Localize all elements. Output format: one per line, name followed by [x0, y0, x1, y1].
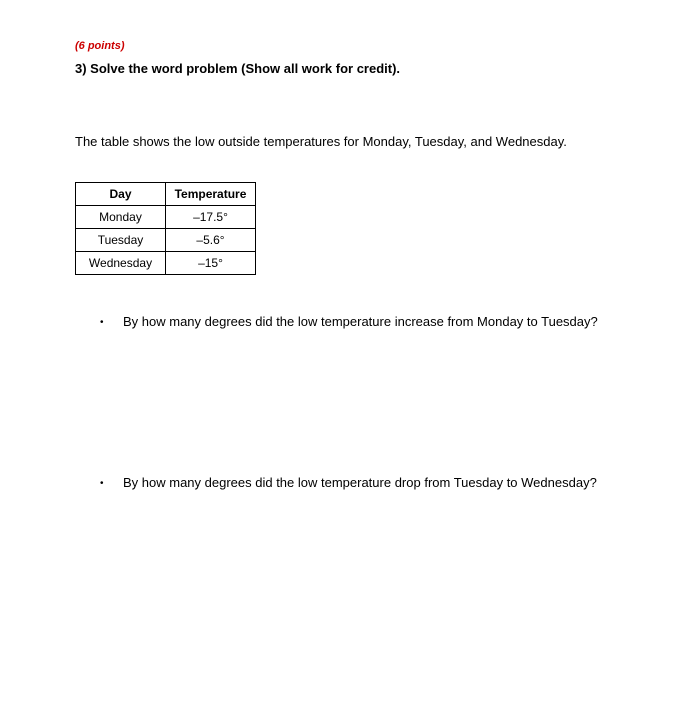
column-header-day: Day	[76, 183, 166, 206]
temperature-cell: –15°	[166, 252, 256, 275]
table-row	[76, 229, 256, 252]
bullet-icon: •	[100, 478, 104, 489]
points-label: (6 points)	[75, 40, 125, 52]
temperature-table	[75, 182, 256, 275]
day-cell: Wednesday	[76, 252, 166, 275]
question-title: 3) Solve the word problem (Show all work for credit).	[75, 61, 401, 76]
column-header-temperature: Temperature	[166, 183, 256, 206]
bullet-icon: •	[100, 317, 104, 328]
question-text: By how many degrees did the low temperature drop from Tuesday to Wednesday?	[123, 475, 597, 490]
day-cell: Monday	[76, 206, 166, 229]
table-row	[76, 206, 256, 229]
question-bullet-2	[100, 475, 597, 490]
question-bullet-1	[100, 314, 598, 329]
temperature-cell: –5.6°	[166, 229, 256, 252]
temperature-cell: –17.5°	[166, 206, 256, 229]
intro-text: The table shows the low outside temperatures for Monday, Tuesday, and Wednesday.	[75, 134, 567, 149]
table-row	[76, 252, 256, 275]
table-header-row	[76, 183, 256, 206]
question-text: By how many degrees did the low temperature increase from Monday to Tuesday?	[123, 314, 598, 329]
day-cell: Tuesday	[76, 229, 166, 252]
